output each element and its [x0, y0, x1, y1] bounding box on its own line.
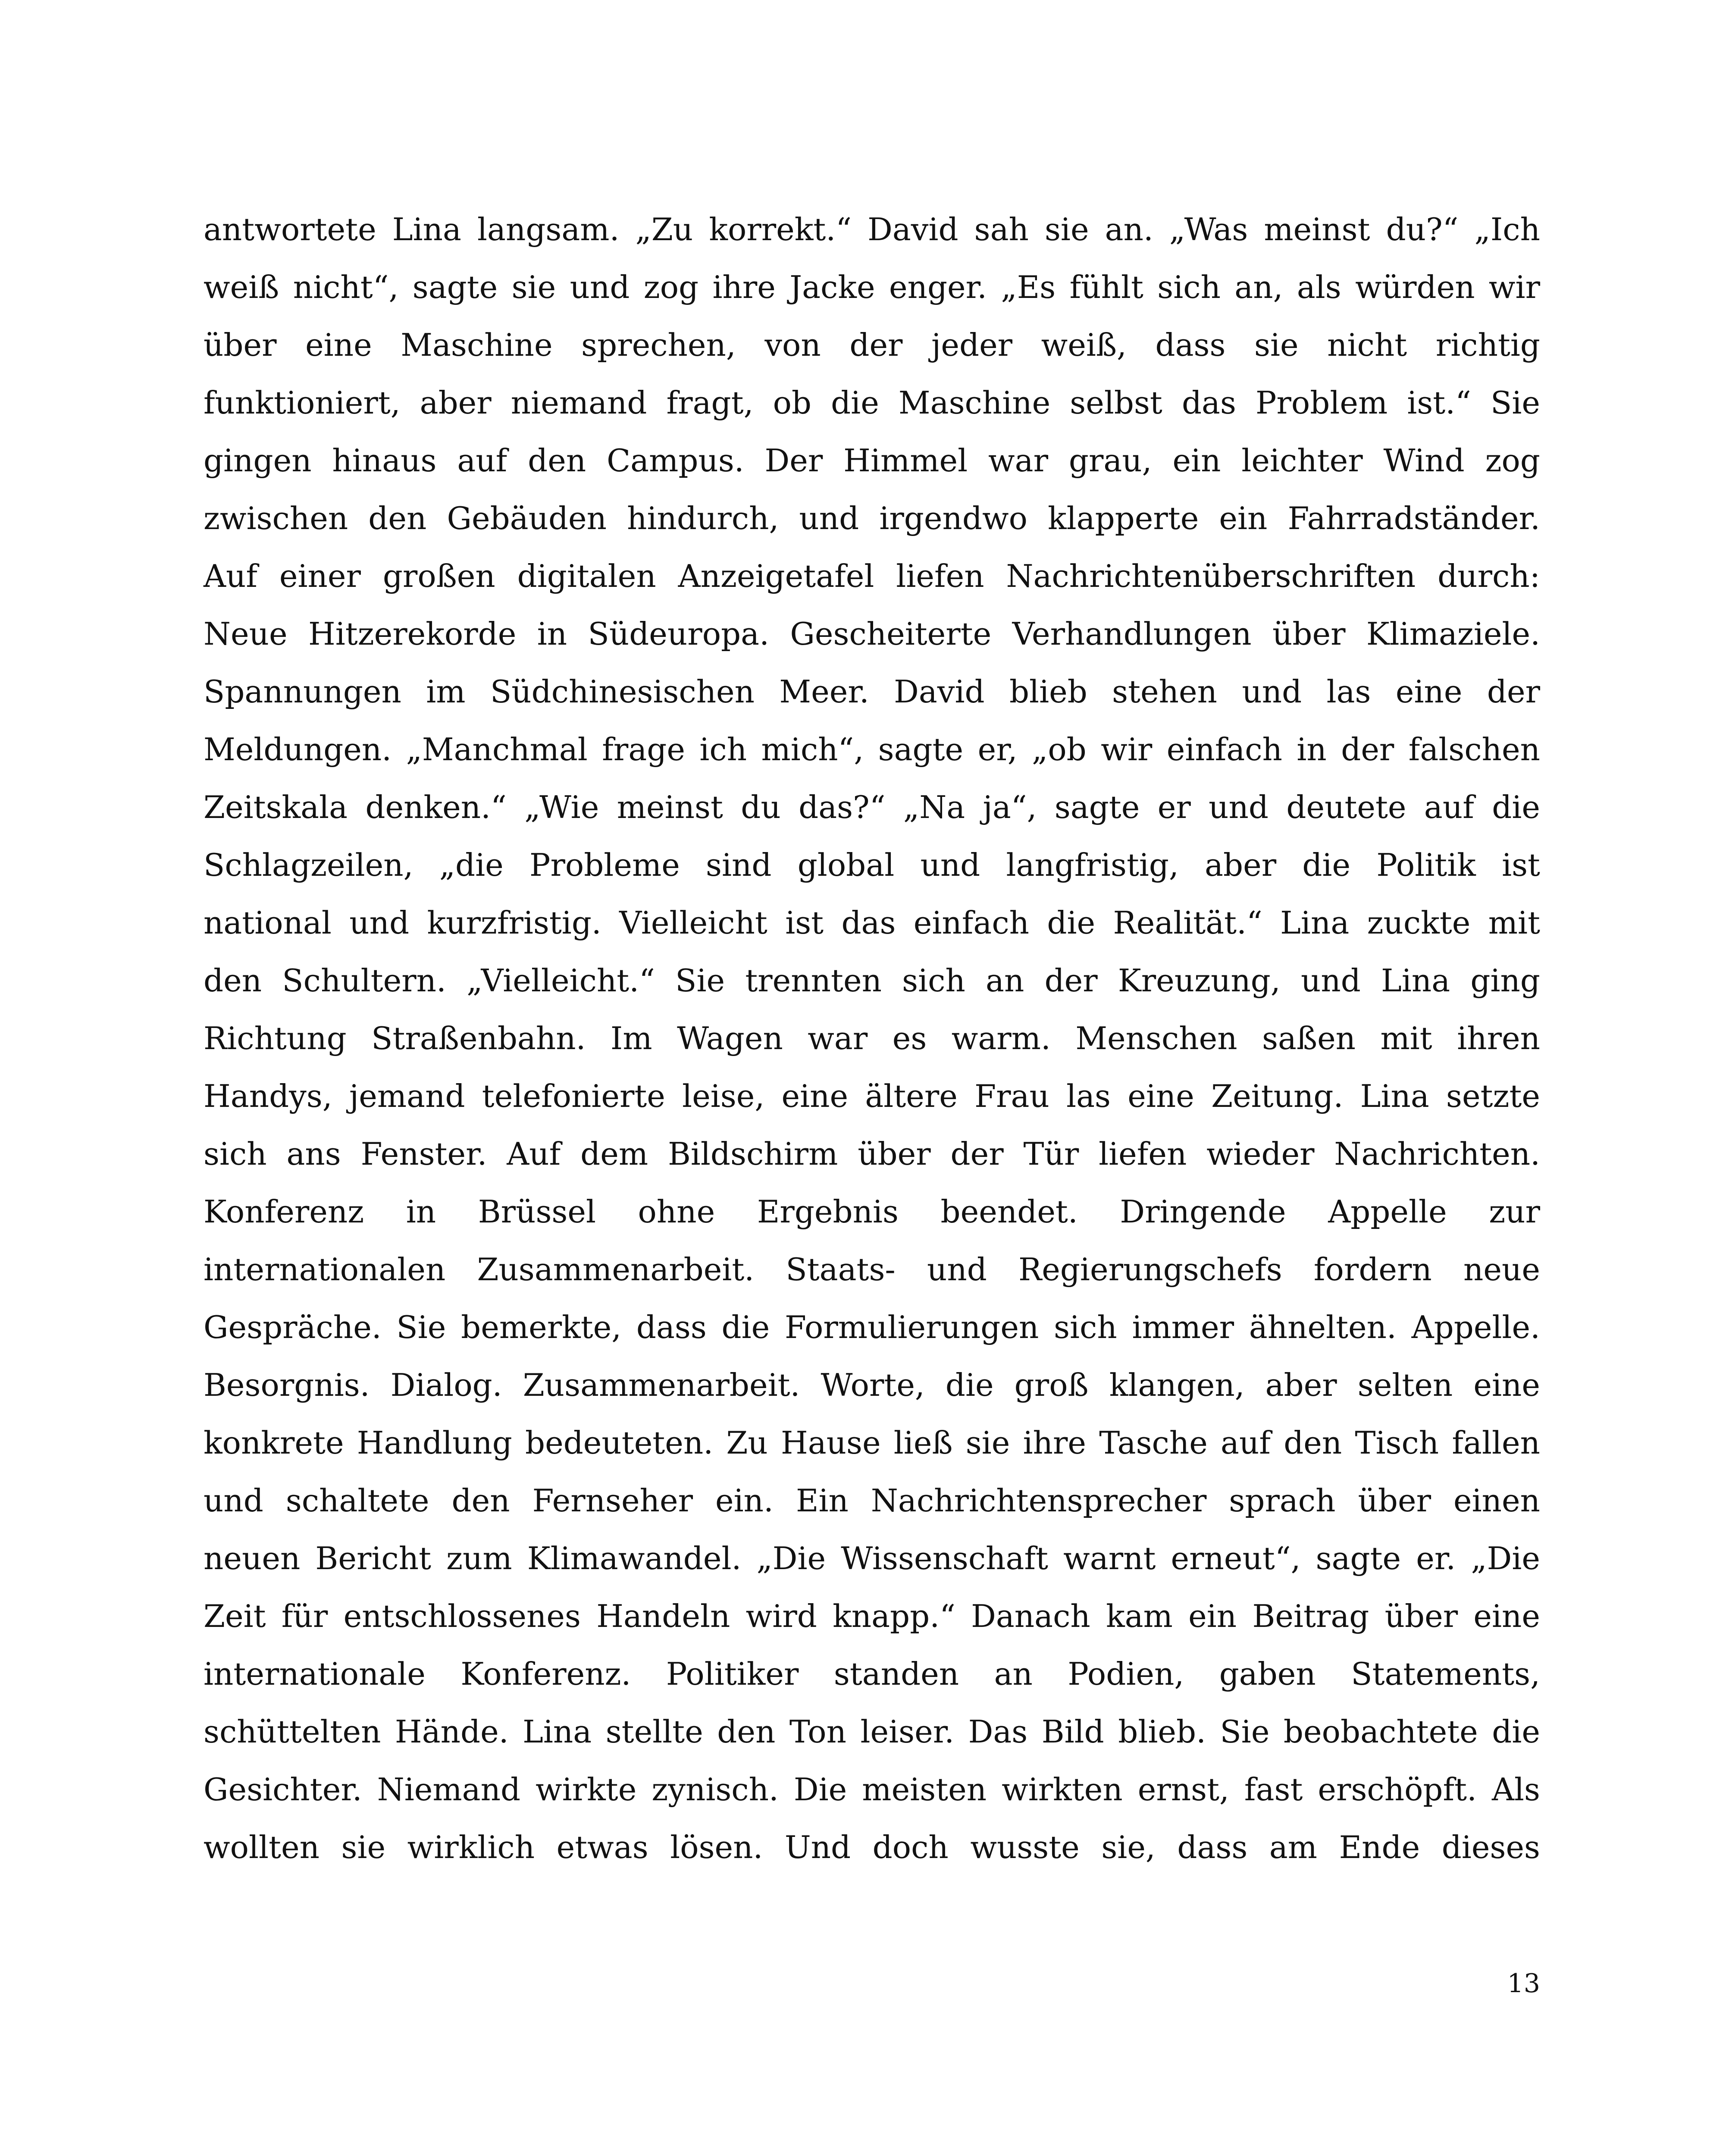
text-line: Richtung Straßenbahn. Im Wagen war es warm. Menschen saßen mit ihren	[204, 1020, 1540, 1056]
text-line: internationalen Zusammenarbeit. Staats- und Regierungschefs fordern neue	[204, 1251, 1540, 1288]
text-line: antwortete Lina langsam. „Zu korrekt.“ David sah sie an. „Was meinst du?“ „Ich	[204, 211, 1540, 248]
text-line: gingen hinaus auf den Campus. Der Himmel war grau, ein leichter Wind zog	[204, 442, 1540, 479]
text-line: Besorgnis. Dialog. Zusammenarbeit. Worte, die groß klangen, aber selten eine	[204, 1367, 1540, 1403]
text-line: Schlagzeilen, „die Probleme sind global und langfristig, aber die Politik ist	[204, 847, 1540, 883]
text-line: Gespräche. Sie bemerkte, dass die Formulierungen sich immer ähnelten. Appelle.	[204, 1309, 1540, 1345]
text-line: schüttelten Hände. Lina stellte den Ton leiser. Das Bild blieb. Sie beobachtete die	[204, 1714, 1540, 1750]
text-line: zwischen den Gebäuden hindurch, und irgendwo klapperte ein Fahrradständer.	[204, 500, 1540, 536]
text-line: funktioniert, aber niemand fragt, ob die Maschine selbst das Problem ist.“ Sie	[204, 385, 1540, 421]
text-line: Zeitskala denken.“ „Wie meinst du das?“ „Na ja“, sagte er und deutete auf die	[204, 789, 1540, 825]
text-line: Neue Hitzerekorde in Südeuropa. Gescheiterte Verhandlungen über Klimaziele.	[204, 616, 1540, 652]
text-line: wollten sie wirklich etwas lösen. Und doch wusste sie, dass am Ende dieses	[204, 1829, 1540, 1865]
text-line: Zeit für entschlossenes Handeln wird knapp.“ Danach kam ein Beitrag über eine	[204, 1598, 1540, 1634]
text-line: über eine Maschine sprechen, von der jeder weiß, dass sie nicht richtig	[204, 327, 1540, 363]
text-line: national und kurzfristig. Vielleicht ist das einfach die Realität.“ Lina zuckte mit	[204, 905, 1540, 941]
body-text	[204, 201, 1540, 1876]
text-line: internationale Konferenz. Politiker standen an Podien, gaben Statements,	[204, 1656, 1540, 1692]
text-line: Gesichter. Niemand wirkte zynisch. Die meisten wirkten ernst, fast erschöpft. Als	[204, 1771, 1540, 1808]
text-line: weiß nicht“, sagte sie und zog ihre Jacke enger. „Es fühlt sich an, als würden wir	[204, 269, 1540, 305]
text-line: Spannungen im Südchinesischen Meer. David blieb stehen und las eine der	[204, 674, 1540, 710]
text-line: und schaltete den Fernseher ein. Ein Nachrichtensprecher sprach über einen	[204, 1482, 1540, 1519]
text-line: Konferenz in Brüssel ohne Ergebnis beendet. Dringende Appelle zur	[204, 1194, 1540, 1230]
page-number: 13	[1507, 1968, 1540, 1999]
text-line: Auf einer großen digitalen Anzeigetafel liefen Nachrichtenüberschriften durch:	[204, 558, 1540, 594]
text-line: konkrete Handlung bedeuteten. Zu Hause ließ sie ihre Tasche auf den Tisch fallen	[204, 1425, 1540, 1461]
text-line: Meldungen. „Manchmal frage ich mich“, sagte er, „ob wir einfach in der falschen	[204, 731, 1540, 768]
text-line: neuen Bericht zum Klimawandel. „Die Wissenschaft warnt erneut“, sagte er. „Die	[204, 1540, 1540, 1576]
text-line: Handys, jemand telefonierte leise, eine ältere Frau las eine Zeitung. Lina setzte	[204, 1078, 1540, 1114]
text-line: den Schultern. „Vielleicht.“ Sie trennten sich an der Kreuzung, und Lina ging	[204, 962, 1540, 999]
text-line: sich ans Fenster. Auf dem Bildschirm über der Tür liefen wieder Nachrichten.	[204, 1136, 1540, 1172]
